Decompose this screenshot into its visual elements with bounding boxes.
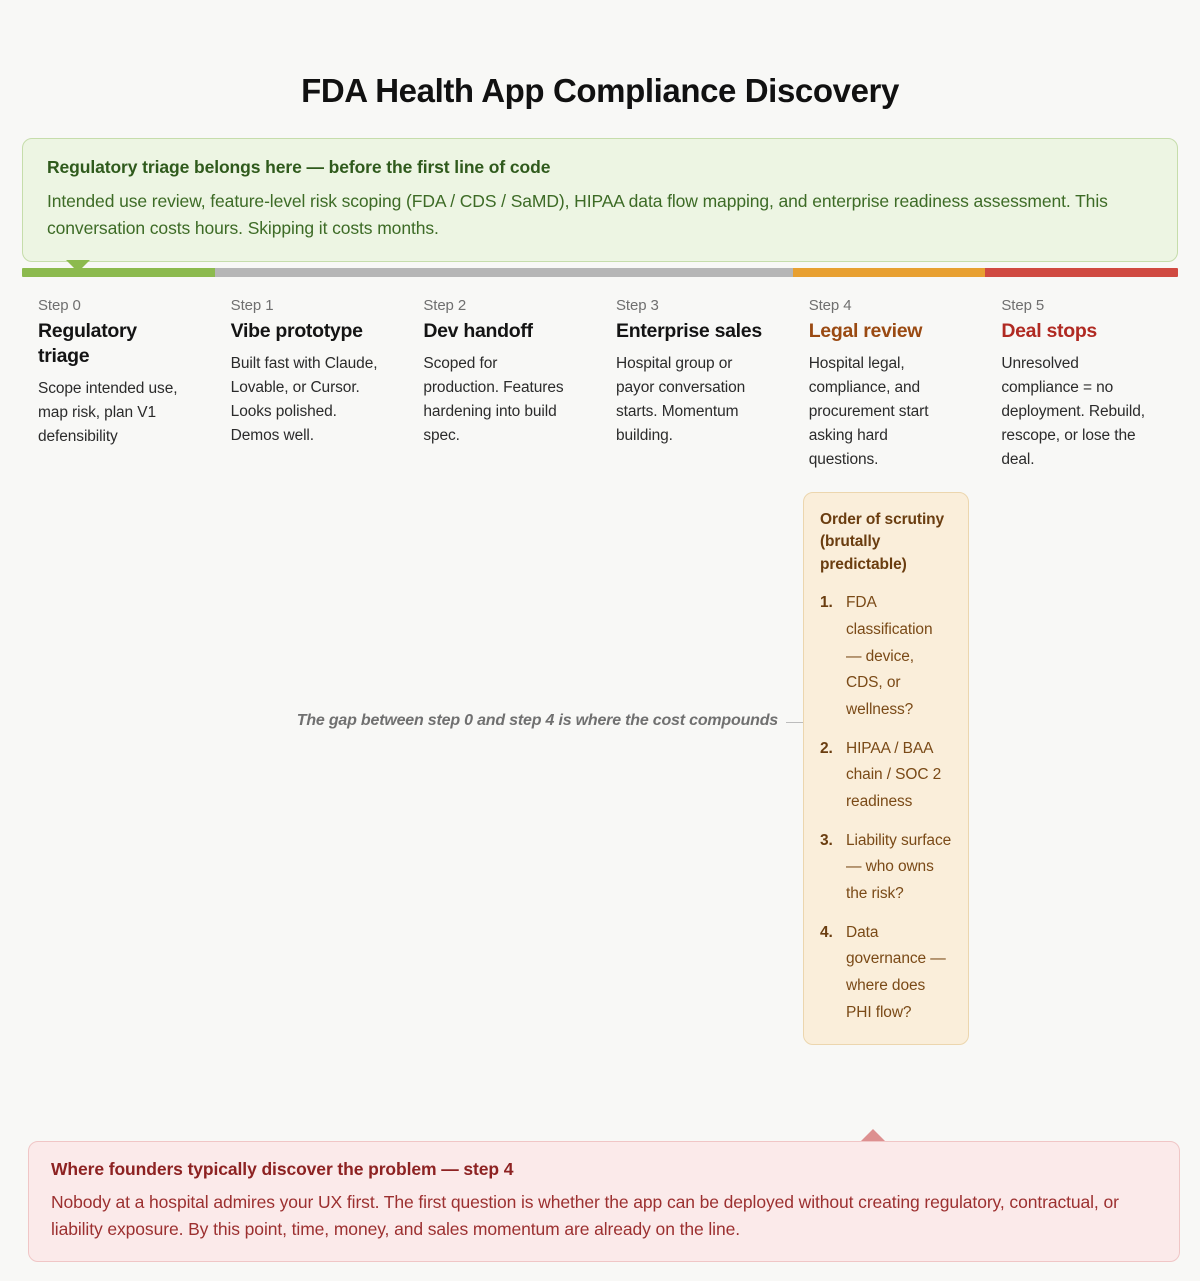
- step-label: Step 1: [230, 297, 274, 314]
- step-column-0: [22, 297, 215, 472]
- top-callout-heading: Regulatory triage belongs here — before the first line of code: [47, 157, 551, 177]
- scrutiny-box-title: Order of scrutiny (brutally predictable): [820, 511, 945, 573]
- step-column-2: [407, 297, 600, 472]
- step-label: Step 4: [808, 297, 852, 314]
- step-title: Vibe prototype: [230, 320, 363, 342]
- order-of-scrutiny-box: [803, 492, 969, 1045]
- step-description: Hospital legal, compliance, and procurement start asking hard questions.: [808, 354, 929, 469]
- progress-segment-step-1: [215, 268, 408, 277]
- list-item-text: FDA classification — device, CDS, or wellness?: [846, 594, 933, 719]
- step-column-4: [793, 297, 986, 472]
- list-item: [820, 920, 952, 1027]
- list-item-number: 2.: [820, 739, 833, 757]
- step-title: Legal review: [808, 320, 923, 342]
- list-item: [820, 736, 952, 816]
- step-label: Step 2: [423, 297, 467, 314]
- page-title: FDA Health App Compliance Discovery: [301, 72, 899, 110]
- step-description: Hospital group or payor conversation starts. Momentum building.: [616, 354, 746, 444]
- step-title: Regulatory triage: [38, 320, 137, 367]
- founder-discovery-callout: [28, 1141, 1180, 1262]
- list-item-text: HIPAA / BAA chain / SOC 2 readiness: [846, 739, 942, 810]
- list-item-number: 1.: [820, 594, 833, 612]
- top-callout-body: Intended use review, feature-level risk scoping (FDA / CDS / SaMD), HIPAA data flow mapping, and enterprise readiness assessment. This conversation costs hours. Skipping it costs months.: [47, 191, 1108, 238]
- list-item-number: 4.: [820, 923, 833, 941]
- step-title: Deal stops: [1001, 320, 1097, 342]
- regulatory-triage-callout: [22, 138, 1178, 262]
- bottom-callout-heading: Where founders typically discover the problem — step 4: [51, 1159, 514, 1179]
- step-column-5: [985, 297, 1178, 472]
- list-item-text: Data governance — where does PHI flow?: [846, 923, 946, 1021]
- gap-annotation: The gap between step 0 and step 4 is where the cost compounds: [296, 712, 778, 729]
- step-title: Dev handoff: [423, 320, 533, 342]
- step-description: Unresolved compliance = no deployment. Rebuild, rescope, or lose the deal.: [1001, 354, 1145, 469]
- step-column-1: [215, 297, 408, 472]
- progress-segment-step-3: [600, 268, 793, 277]
- list-item: [820, 828, 952, 908]
- progress-segment-step-5: [985, 268, 1178, 277]
- progress-segment-step-4: [793, 268, 986, 277]
- step-title: Enterprise sales: [616, 320, 762, 342]
- step-description: Scoped for production. Features hardening into build spec.: [423, 354, 564, 444]
- progress-segment-step-0: [22, 268, 215, 277]
- step-label: Step 0: [38, 297, 81, 314]
- step-description: Scope intended use, map risk, plan V1 defensibility: [38, 379, 178, 445]
- bottom-callout-body: Nobody at a hospital admires your UX first. The first question is whether the app can be deployed without creating regulatory, contractual, or liability exposure. By this point, time, money, and sales momentum are already on the line.: [51, 1192, 1119, 1239]
- bottom-callout-pointer-icon: [861, 1129, 885, 1141]
- step-label: Step 5: [1001, 297, 1045, 314]
- step-progress-bar: [22, 268, 1178, 277]
- step-label: Step 3: [616, 297, 659, 314]
- progress-segment-step-2: [407, 268, 600, 277]
- step-column-3: [600, 297, 793, 472]
- list-item-text: Liability surface — who owns the risk?: [846, 831, 952, 902]
- scrutiny-list: [820, 590, 952, 1026]
- list-item-number: 3.: [820, 831, 833, 849]
- step-description: Built fast with Claude, Lovable, or Cursor. Looks polished. Demos well.: [230, 354, 378, 444]
- list-item: [820, 590, 952, 723]
- steps-row: [22, 297, 1178, 472]
